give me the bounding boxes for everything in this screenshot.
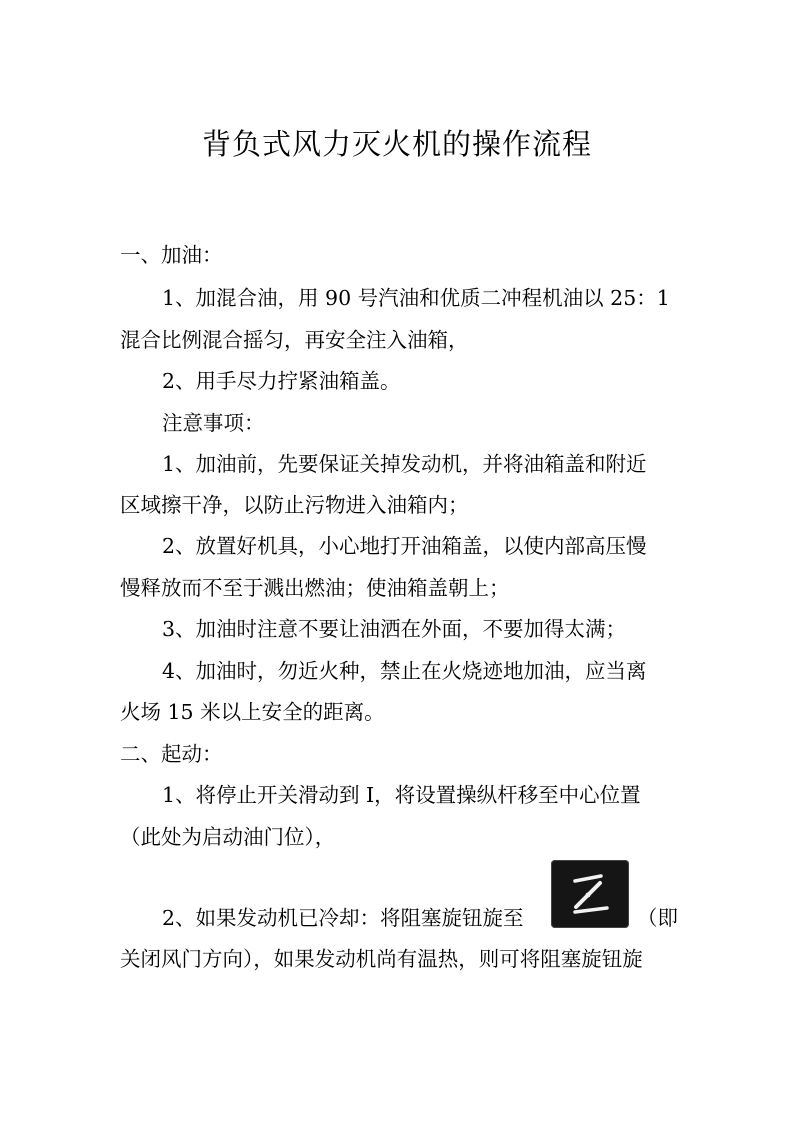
notes-heading: 注意事项： (162, 411, 265, 435)
note-3: 3、加油时注意不要让油洒在外面，不要加得太满； (162, 617, 627, 641)
start-step-2: 2、如果发动机已冷却：将阻塞旋钮旋至 (162, 906, 524, 930)
section-heading-start: 二、起动： (120, 742, 223, 766)
note-2-cont: 慢释放而不至于溅出燃油；使油箱盖朝上； (120, 576, 510, 600)
start-step-1: 1、将停止开关滑动到 I，将设置操纵杆移至中心位置 (162, 783, 641, 807)
page-title: 背负式风力灭火机的操作流程 (201, 127, 592, 161)
start-step-2-paren: （即 (637, 906, 678, 930)
note-1: 1、加油前，先要保证关掉发动机，并将油箱盖和附近 (162, 452, 647, 476)
note-2: 2、放置好机具，小心地打开油箱盖，以使内部高压慢 (162, 534, 647, 558)
note-1-cont: 区域擦干净，以防止污物进入油箱内； (120, 493, 469, 517)
note-4: 4、加油时，勿近火种，禁止在火烧迹地加油，应当离 (162, 659, 647, 683)
note-4-cont: 火场 15 米以上安全的距离。 (120, 700, 385, 724)
refuel-step-2: 2、用手尽力拧紧油箱盖。 (162, 369, 401, 393)
choke-closed-icon (551, 860, 629, 928)
start-step-2-cont: 关闭风门方向），如果发动机尚有温热，则可将阻塞旋钮旋 (120, 947, 643, 971)
refuel-step-1: 1、加混合油，用 90 号汽油和优质二冲程机油以 25：1 (162, 286, 670, 310)
start-step-1-cont: （此处为启动油门位）， (120, 825, 336, 849)
section-heading-refuel: 一、加油： (120, 243, 223, 267)
refuel-step-1-cont: 混合比例混合摇匀，再安全注入油箱， (120, 328, 469, 352)
